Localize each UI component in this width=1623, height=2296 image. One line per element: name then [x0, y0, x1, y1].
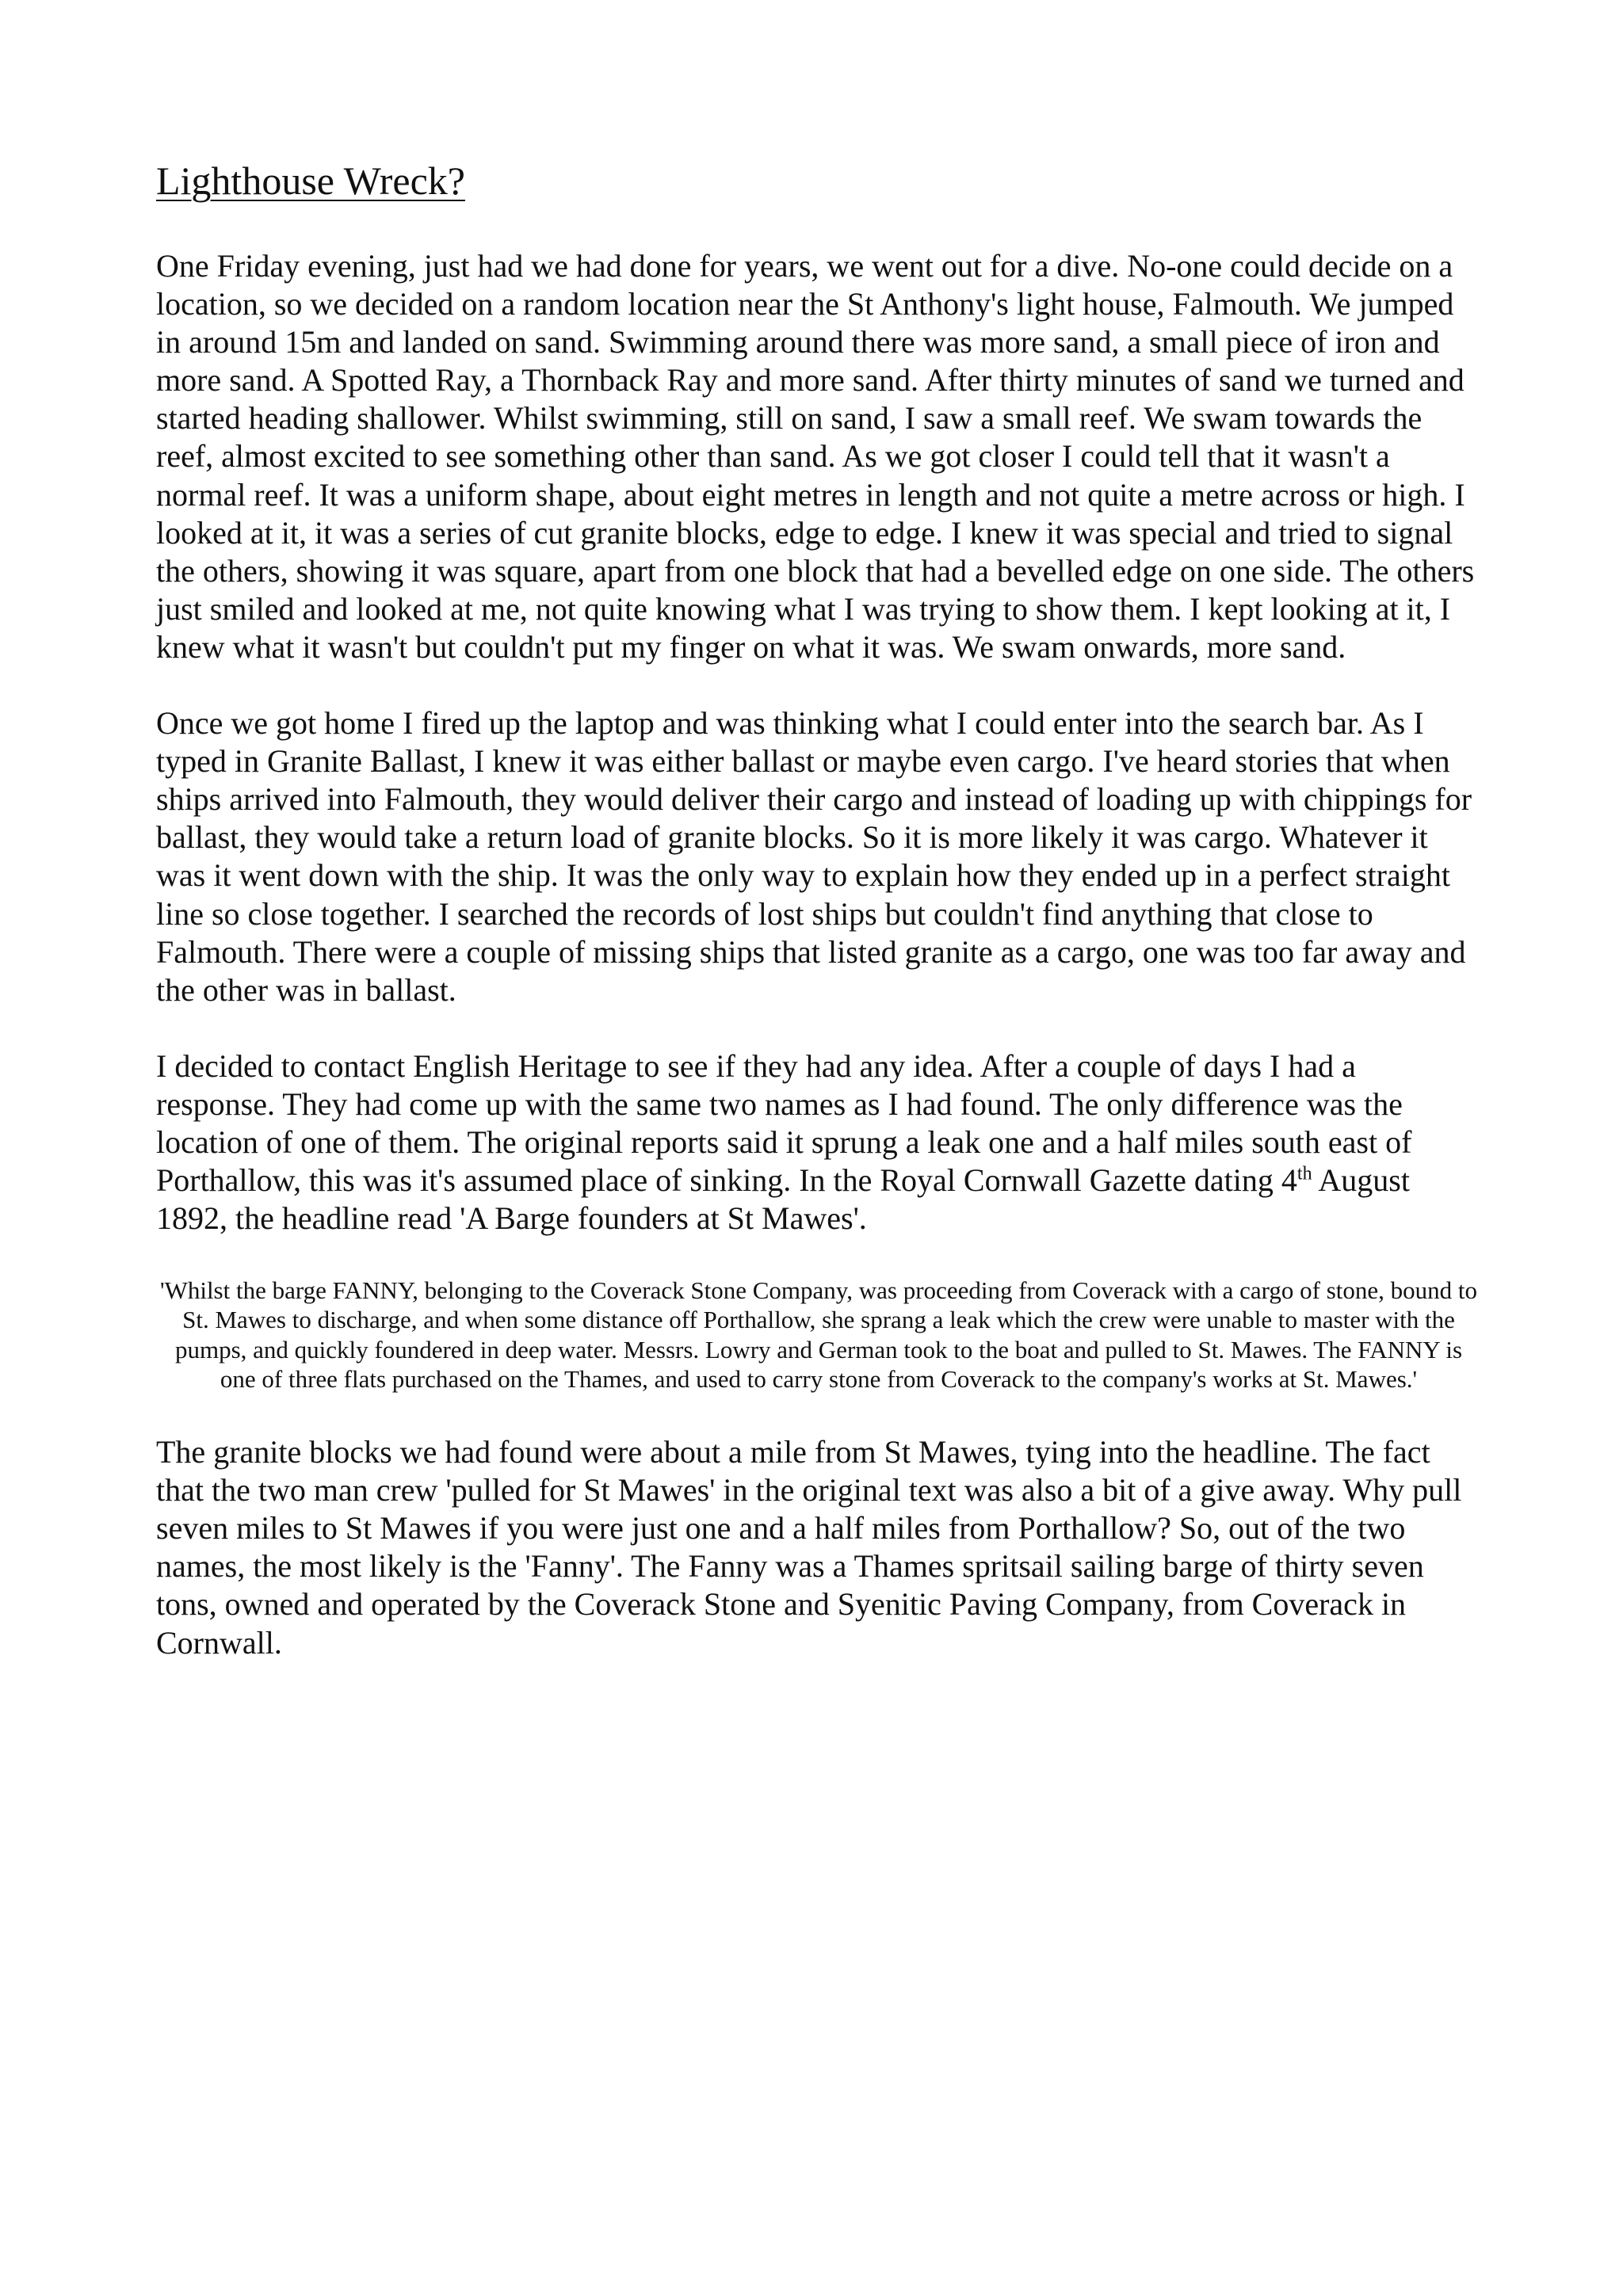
page-title: Lighthouse Wreck? — [156, 158, 465, 203]
paragraph-english-heritage-text-b: August 1892, the headline read 'A Barge founders at St Mawes'. — [156, 1162, 1410, 1237]
newspaper-quote: 'Whilst the barge FANNY, belonging to the Coverack Stone Company, was proceeding from Coverack with a cargo of stone, bound to St. Mawes to discharge, and when some distance off Porthallow, she sprang a leak which the crew were unable to master with the pumps, and quickly foundered in deep water. Messrs. Lowry and German took to the boat and pulled to St. Mawes. The FANNY is one of three flats purchased on the Thames, and used to carry stone from Coverack to the company's works at St. Mawes.' — [159, 1276, 1478, 1393]
paragraph-english-heritage-text-a: I decided to contact English Heritage to see if they had any idea. After a couple of days I had a response. They had come up with the same two names as I had found. The only difference was the location of one of them. The original reports said it sprung a leak one and a half miles south east of Porthallow, this was it's assumed place of sinking. In the Royal Cornwall Gazette dating 4 — [156, 1047, 1412, 1199]
paragraph-english-heritage — [156, 1047, 1481, 1238]
ordinal-superscript: th — [1296, 1163, 1312, 1184]
document-body — [156, 155, 1481, 1700]
paragraph-dive-story: One Friday evening, just had we had done for years, we went out for a dive. No-one could decide on a location, so we decided on a random location near the St Anthony's light house, Falmouth. We jumped in around 15m and landed on sand. Swimming around there was more sand, a small piece of iron and more sand. A Spotted Ray, a Thornback Ray and more sand. After thirty minutes of sand we turned and started heading shallower. Whilst swimming, still on sand, I saw a small reef. We swam towards the reef, almost excited to see something other than sand. As we got closer I could tell that it wasn't a normal reef. It was a uniform shape, about eight metres in length and not quite a metre across or high. I looked at it, it was a series of cut granite blocks, edge to edge. I knew it was special and tried to signal the others, showing it was square, apart from one block that had a bevelled edge on one side. The others just smiled and looked at me, not quite knowing what I was trying to show them. I kept looking at it, I knew what it wasn't but couldn't put my finger on what it was. We swam onwards, more sand. — [156, 248, 1475, 665]
paragraph-research: Once we got home I fired up the laptop and was thinking what I could enter into the search bar. As I typed in Granite Ballast, I knew it was either ballast or maybe even cargo. I've heard stories that when ships arrived into Falmouth, they would deliver their cargo and instead of loading up with chippings for ballast, they would take a return load of granite blocks. So it is more likely it was cargo. Whatever it was it went down with the ship. It was the only way to explain how they ended up in a perfect straight line so close together. I searched the records of lost ships but couldn't find anything that close to Falmouth. There were a couple of missing ships that listed granite as a cargo, one was too far away and the other was in ballast. — [156, 705, 1472, 1008]
paragraph-conclusion: The granite blocks we had found were about a mile from St Mawes, tying into the headline. The fact that the two man crew 'pulled for St Mawes' in the original text was also a bit of a give away. Why pull seven miles to St Mawes if you were just one and a half miles from Porthallow? So, out of the two names, the most likely is the 'Fanny'. The Fanny was a Thames spritsail sailing barge of thirty seven tons, owned and operated by the Coverack Stone and Syenitic Paving Company, from Coverack in Cornwall. — [156, 1434, 1462, 1661]
